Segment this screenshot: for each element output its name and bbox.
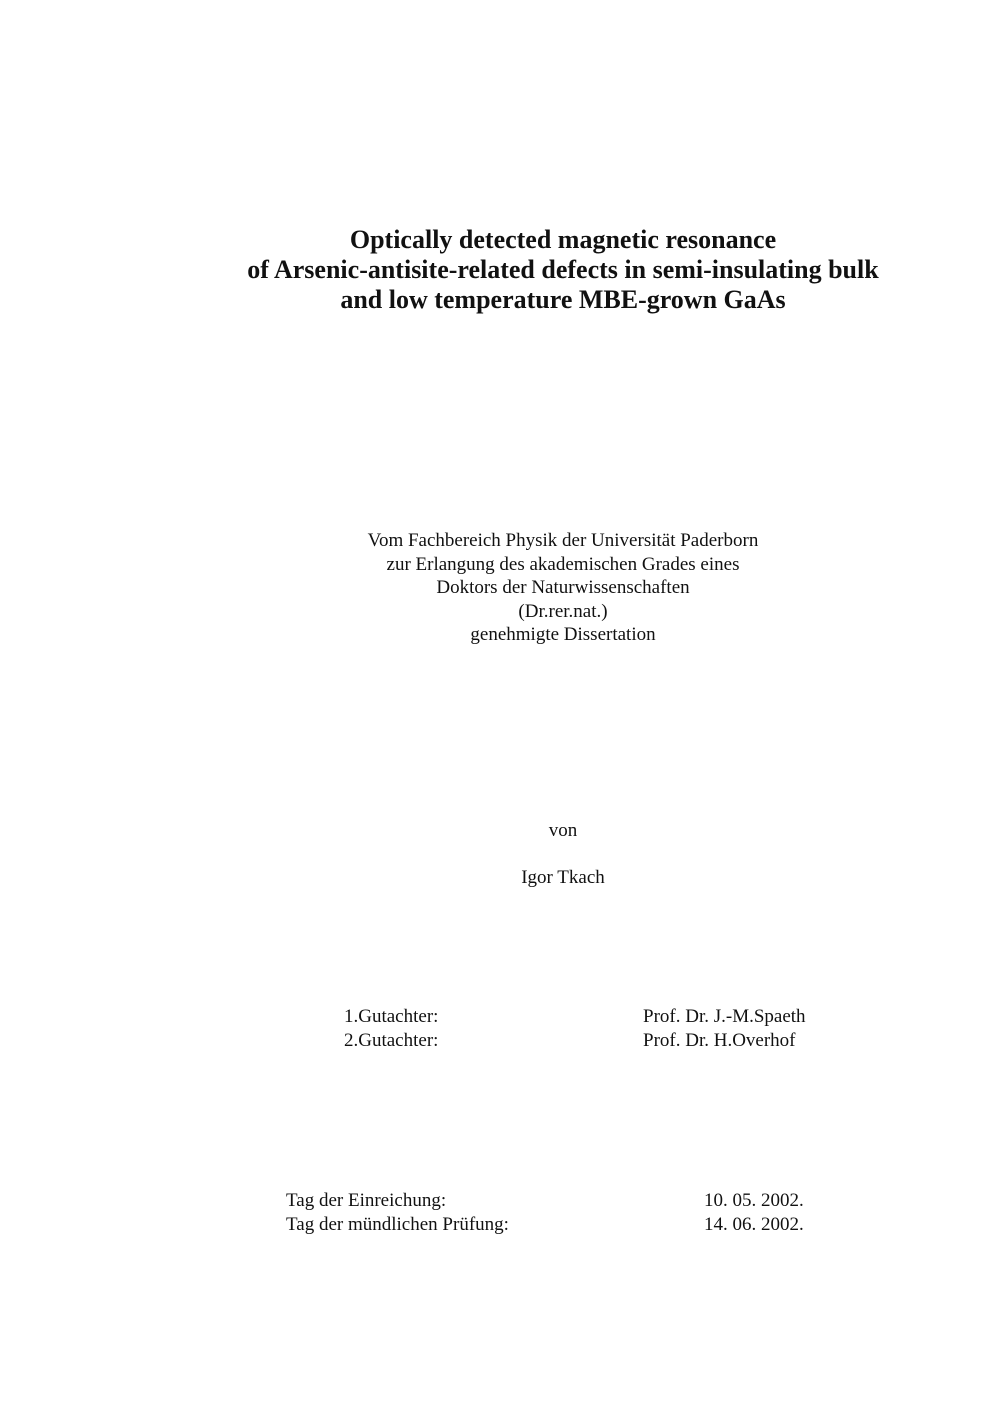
referee-label: 2.Gutachter: [344,1029,439,1051]
title-line-3: and low temperature MBE-grown GaAs [340,285,786,314]
thesis-title [0,225,1000,315]
dates-block [286,1189,846,1236]
title-line-2: of Arsenic-antisite-related defects in semi-insulating bulk [247,255,879,284]
faculty-line-1: Vom Fachbereich Physik der Universität Paderborn [367,530,759,551]
referee-name: Prof. Dr. J.-M.Spaeth [643,1006,806,1027]
faculty-line-5: genehmigte Dissertation [470,624,656,645]
date-row [286,1213,846,1237]
referee-label: 1.Gutachter: [344,1006,439,1027]
referee-row [344,1029,844,1053]
author-name: Igor Tkach [521,867,605,888]
von-label: von [548,820,578,841]
faculty-line-2: zur Erlangung des akademischen Grades eines [386,553,740,575]
date-value: 10. 05. 2002. [704,1190,804,1211]
faculty-statement [0,529,1000,647]
faculty-line-4: (Dr.rer.nat.) [518,600,608,622]
date-label: Tag der mündlichen Prüfung: [286,1213,509,1235]
title-line-1: Optically detected magnetic resonance [349,225,777,254]
referee-row [344,1005,844,1029]
date-row [286,1189,846,1213]
referee-name: Prof. Dr. H.Overhof [643,1029,796,1051]
referees-block [344,1005,844,1052]
date-label: Tag der Einreichung: [286,1190,447,1211]
date-value: 14. 06. 2002. [704,1213,804,1235]
faculty-line-3: Doktors der Naturwissenschaften [436,577,690,598]
